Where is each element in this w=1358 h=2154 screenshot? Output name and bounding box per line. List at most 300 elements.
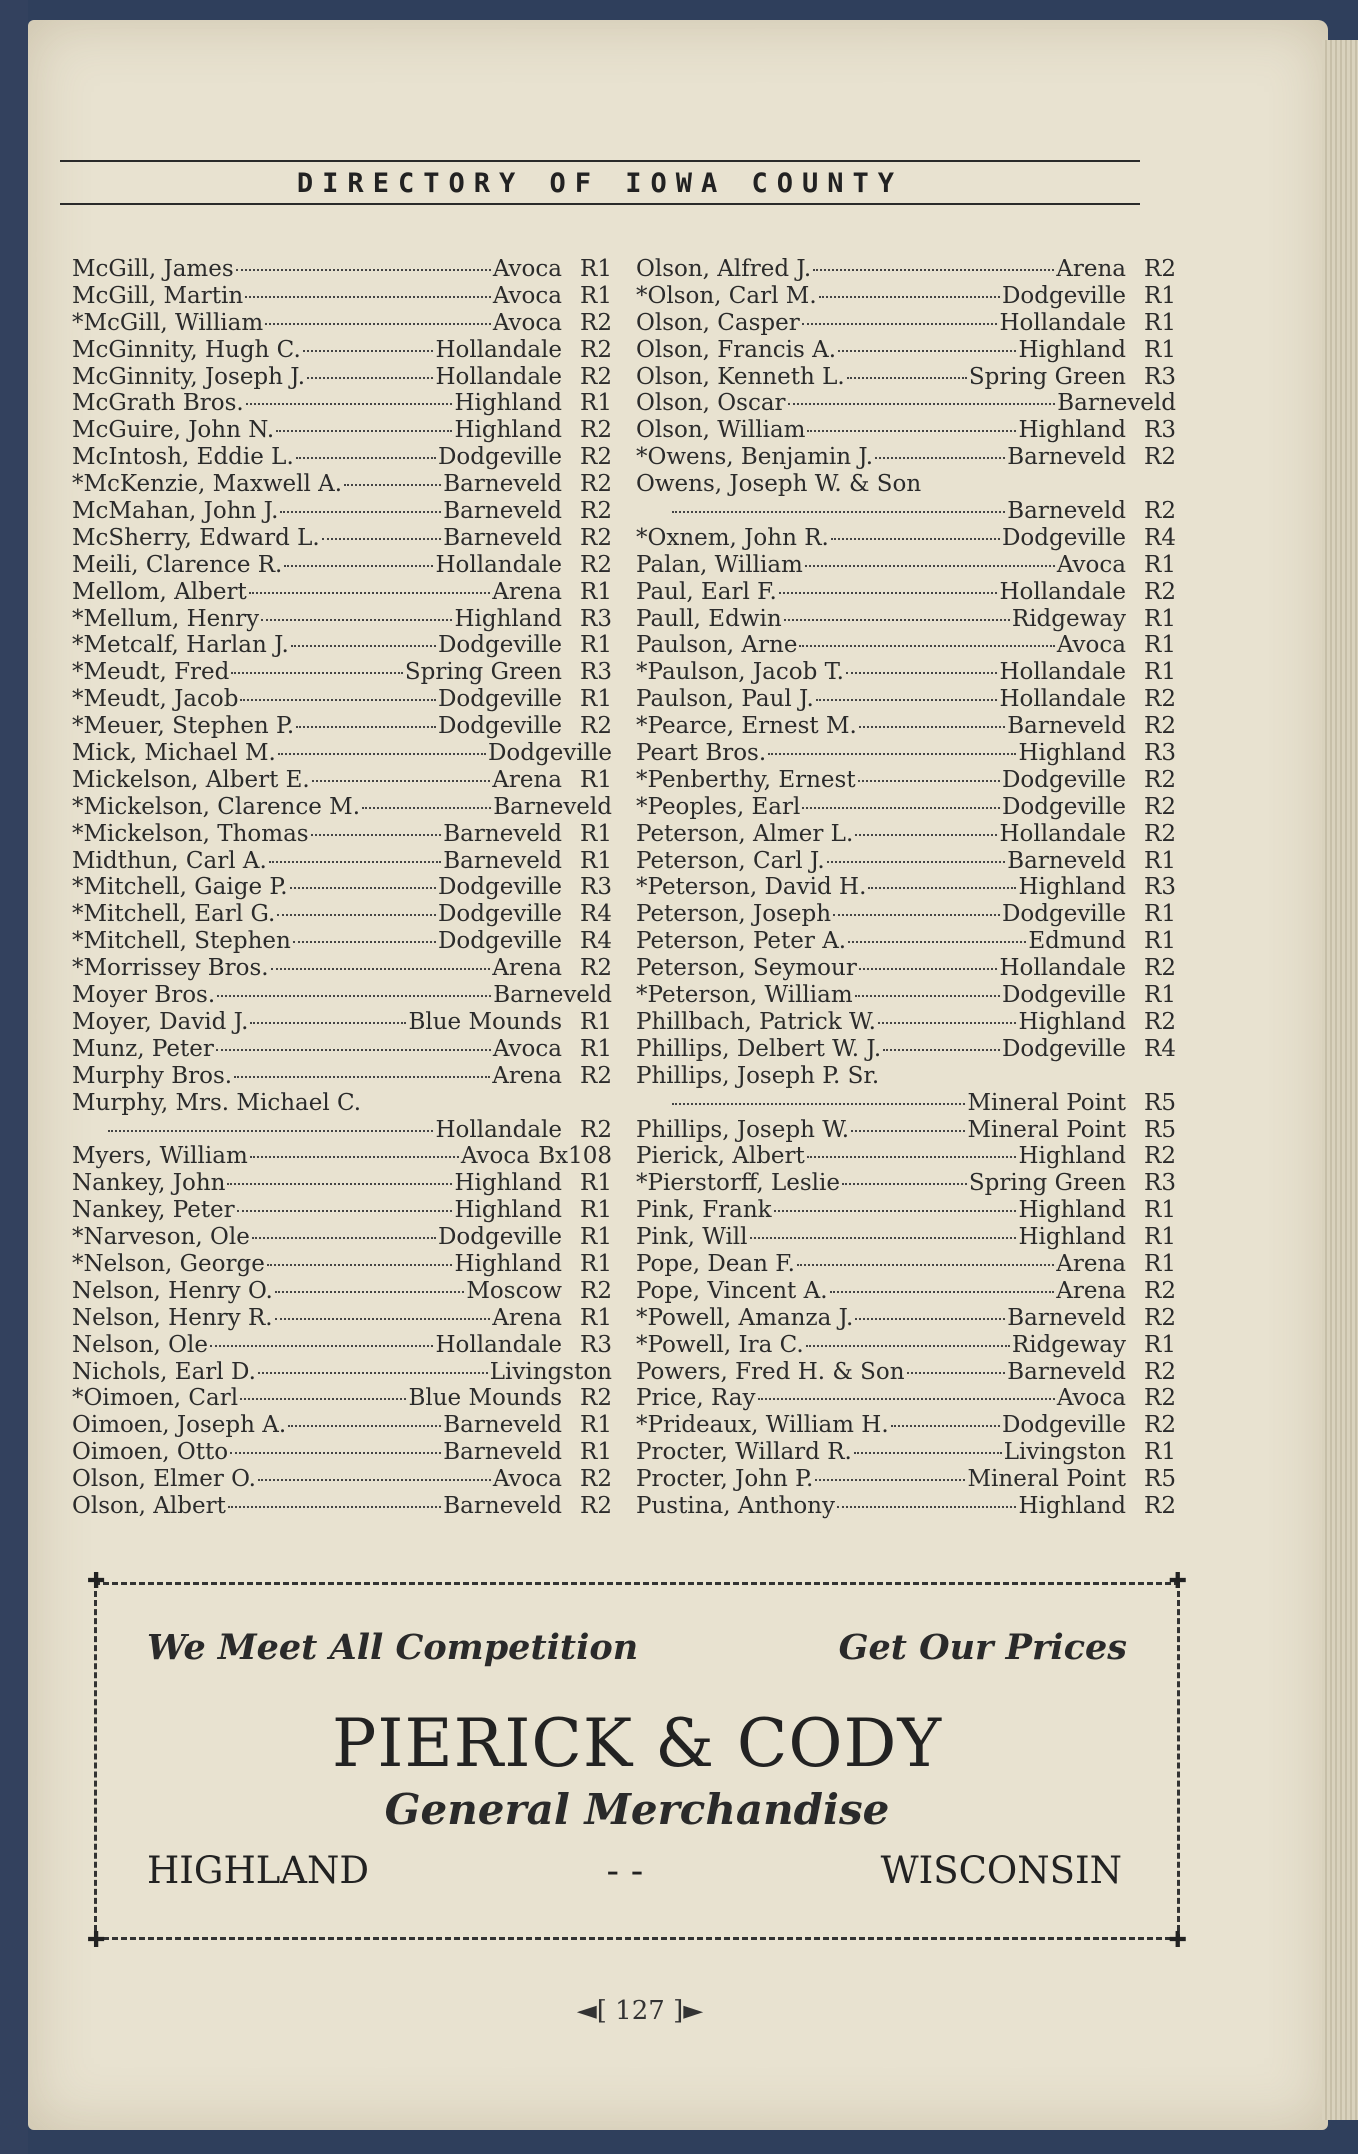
leader-dots	[312, 780, 491, 782]
leader-dots	[819, 296, 1000, 298]
leader-dots	[362, 807, 491, 809]
entry-place: Hollandale	[435, 336, 562, 363]
entry-place: Avoca	[492, 1466, 562, 1493]
entry-place: Avoca	[1056, 1385, 1126, 1412]
leader-dots	[269, 861, 441, 863]
entry-place: Arena	[1056, 256, 1126, 282]
entry-place: Highland	[1018, 1224, 1126, 1251]
leader-dots	[848, 941, 1026, 943]
entry-place: Arena	[492, 766, 562, 793]
leader-dots	[267, 1264, 453, 1266]
entry-route: R2	[580, 417, 612, 444]
ad-slogan-left: We Meet All Competition	[147, 1627, 639, 1668]
entry-place: Blue Mounds	[408, 1008, 562, 1035]
leader-dots	[250, 1156, 459, 1158]
entry-place: Mineral Point	[967, 1116, 1126, 1143]
leader-dots	[276, 430, 452, 432]
entry-place: Highland	[1018, 740, 1126, 767]
ornament-corner-icon: ✚	[1168, 1928, 1187, 1953]
entry-route: R2	[1144, 498, 1176, 525]
entry-place: Avoca	[492, 309, 562, 336]
directory-entry	[72, 632, 612, 659]
entry-place: Dodgeville	[1001, 982, 1126, 1009]
entry-place: Dodgeville	[437, 901, 562, 928]
entry-name: Munz, Peter	[72, 1035, 214, 1062]
entry-place: Barneveld	[1007, 713, 1126, 740]
leader-dots	[807, 1156, 1017, 1158]
entry-route: R1	[580, 1197, 612, 1224]
entry-name: McGill, Martin	[72, 282, 244, 309]
leader-dots	[774, 1210, 1017, 1212]
directory-entry	[72, 901, 612, 928]
entry-name: Peterson, Almer L.	[636, 820, 854, 847]
entry-place: Hollandale	[999, 309, 1126, 336]
leader-dots	[288, 1425, 441, 1427]
directory-entry	[636, 390, 1176, 417]
directory-entry	[72, 417, 612, 444]
leader-dots	[788, 403, 1056, 405]
right-column	[636, 256, 1176, 1520]
directory-entry	[72, 1466, 612, 1493]
entry-route: R2	[1144, 1304, 1176, 1331]
leader-dots	[805, 565, 1055, 567]
entry-name: *Mickelson, Clarence M.	[72, 793, 361, 820]
directory-entry	[72, 1439, 612, 1466]
entry-route: R1	[1144, 982, 1176, 1009]
entry-name: Procter, John P.	[636, 1466, 814, 1493]
directory-entry	[72, 659, 612, 686]
directory-entry	[72, 498, 612, 525]
leader-dots	[296, 726, 436, 728]
entry-place: Highland	[1018, 1492, 1126, 1519]
directory-entry	[636, 579, 1176, 606]
entry-route: R1	[1144, 632, 1176, 659]
entry-place: Avoca	[1056, 551, 1126, 578]
directory-entry	[636, 444, 1176, 471]
entry-place: Barneveld	[443, 524, 562, 551]
entry-place: Barneveld	[443, 1492, 562, 1519]
entry-route: R3	[1144, 874, 1176, 901]
entry-name: *Pearce, Ernest M.	[636, 713, 857, 740]
entry-route: R2	[580, 444, 612, 471]
leader-dots	[291, 645, 436, 647]
leader-dots	[859, 726, 1005, 728]
entry-name: Murphy, Mrs. Michael C.	[72, 1089, 362, 1116]
entry-route: R2	[580, 498, 612, 525]
entry-name: *Mickelson, Thomas	[72, 820, 309, 847]
leader-dots	[842, 1183, 967, 1185]
entry-name: Pierick, Albert	[636, 1143, 805, 1170]
entry-name: Phillips, Delbert W. J.	[636, 1035, 882, 1062]
leader-dots	[252, 1237, 436, 1239]
leader-dots	[275, 1291, 465, 1293]
directory-entry	[636, 525, 1176, 552]
entry-route: R1	[1144, 847, 1176, 874]
entry-place: Arena	[1056, 1250, 1126, 1277]
directory-entry	[72, 955, 612, 982]
entry-name: Peterson, Peter A.	[636, 928, 847, 955]
entry-place: Barneveld	[443, 1412, 562, 1439]
directory-entry	[636, 1063, 1176, 1090]
entry-name: Paulson, Paul J.	[636, 686, 814, 713]
directory-entry	[636, 1305, 1176, 1332]
entry-place: Edmund	[1028, 928, 1126, 955]
leader-dots	[750, 1237, 1017, 1239]
directory-entry	[636, 794, 1176, 821]
directory-entry	[72, 1493, 612, 1520]
leader-dots	[258, 1372, 488, 1374]
directory-entry	[72, 1305, 612, 1332]
entry-route: R2	[580, 955, 612, 982]
leader-dots	[322, 538, 442, 540]
leader-dots	[265, 323, 491, 325]
leader-dots	[837, 1506, 1016, 1508]
leader-dots	[234, 1076, 490, 1078]
directory-entry	[636, 740, 1176, 767]
directory-entry	[636, 1170, 1176, 1197]
directory-entry	[636, 928, 1176, 955]
entry-route: R4	[580, 928, 612, 955]
leader-dots	[228, 1506, 441, 1508]
leader-dots	[311, 834, 442, 836]
directory-entry	[72, 444, 612, 471]
directory-entry	[636, 713, 1176, 740]
entry-name: Paulson, Arne	[636, 632, 798, 659]
leader-dots	[855, 834, 997, 836]
leader-dots	[827, 861, 1006, 863]
leader-dots	[830, 1291, 1055, 1293]
entry-name: *Peoples, Earl	[636, 793, 801, 820]
entry-place: Dodgeville	[437, 928, 562, 955]
entry-place: Barneveld	[443, 471, 562, 498]
directory-entry	[72, 1009, 612, 1036]
entry-route: R2	[580, 363, 612, 390]
entry-name: Olson, Elmer O.	[72, 1466, 256, 1493]
header-rule-bottom	[60, 203, 1140, 205]
leader-dots	[799, 645, 1054, 647]
entry-route: R3	[1144, 417, 1176, 444]
directory-entry	[72, 1197, 612, 1224]
entry-name: Mickelson, Albert E.	[72, 766, 310, 793]
directory-entry	[636, 1036, 1176, 1063]
entry-route: R2	[580, 524, 612, 551]
entry-route: R1	[1144, 1331, 1176, 1358]
leader-dots	[108, 1130, 433, 1132]
entry-place: Dodgeville	[1001, 282, 1126, 309]
entry-name: Peterson, Joseph	[636, 901, 832, 928]
entry-route: R2	[1144, 820, 1176, 847]
entry-route: R1	[1144, 659, 1176, 686]
directory-entry	[636, 821, 1176, 848]
entry-place: Spring Green	[404, 659, 562, 686]
entry-name: *Oimoen, Carl	[72, 1385, 239, 1412]
entry-route: R2	[580, 471, 612, 498]
leader-dots	[797, 1264, 1054, 1266]
entry-route: R3	[580, 659, 612, 686]
entry-place: Arena	[492, 578, 562, 605]
entry-name: McIntosh, Eddie L.	[72, 444, 294, 471]
directory-entry	[72, 848, 612, 875]
entry-name: *Powell, Ira C.	[636, 1331, 804, 1358]
entry-name: Palan, William	[636, 551, 803, 578]
entry-place: Avoca	[492, 1035, 562, 1062]
directory-entry	[72, 552, 612, 579]
directory-entry	[636, 1090, 1176, 1117]
leader-dots	[875, 457, 1005, 459]
entry-route: R1	[1144, 1250, 1176, 1277]
entry-place: Barneveld	[1007, 444, 1126, 471]
entry-place: Dodgeville	[1001, 901, 1126, 928]
entry-place: Avoca	[460, 1143, 530, 1170]
entry-place: Barneveld	[443, 498, 562, 525]
entry-route: R1	[580, 820, 612, 847]
entry-name: Paul, Earl F.	[636, 578, 777, 605]
entry-name: Olson, William	[636, 417, 806, 444]
ornament-corner-icon: ✚	[1168, 1569, 1187, 1594]
ad-company-name: PIERICK & CODY	[331, 1705, 943, 1782]
entry-place: Highland	[1018, 336, 1126, 363]
entry-place: Highland	[1018, 1197, 1126, 1224]
directory-entry	[72, 686, 612, 713]
directory-entry	[636, 632, 1176, 659]
entry-name: *Peterson, David H.	[636, 874, 867, 901]
entry-place: Barneveld	[443, 820, 562, 847]
entry-place: Arena	[1056, 1277, 1126, 1304]
entry-place: Livingston	[1003, 1439, 1126, 1466]
entry-name: Phillbach, Patrick W.	[636, 1008, 876, 1035]
entry-route: R3	[580, 1331, 612, 1358]
leader-dots	[813, 269, 1054, 271]
leader-dots	[278, 753, 486, 755]
leader-dots	[891, 1425, 1000, 1427]
entry-name: Peterson, Seymour	[636, 955, 857, 982]
entry-place: Ridgeway	[1011, 1331, 1126, 1358]
leader-dots	[784, 619, 1010, 621]
directory-entry	[636, 955, 1176, 982]
entry-place: Dodgeville	[1001, 766, 1126, 793]
entry-name: Peart Bros.	[636, 740, 767, 767]
directory-entry	[72, 1385, 612, 1412]
entry-route: R2	[1144, 1358, 1176, 1385]
entry-place: Dodgeville	[437, 1224, 562, 1251]
left-column	[72, 256, 612, 1520]
entry-name: Oimoen, Joseph A.	[72, 1412, 287, 1439]
entry-place: Dodgeville	[437, 713, 562, 740]
entry-route: R2	[580, 309, 612, 336]
entry-name: Pustina, Anthony	[636, 1492, 835, 1519]
entry-place: Hollandale	[999, 955, 1126, 982]
directory-entry	[72, 1143, 612, 1170]
directory-entry	[72, 1278, 612, 1305]
entry-route: R2	[1144, 1492, 1176, 1519]
leader-dots	[907, 1372, 1006, 1374]
entry-place: Barneveld	[1007, 847, 1126, 874]
entry-route: R2	[580, 336, 612, 363]
entry-name: McGrath Bros.	[72, 390, 244, 417]
entry-place: Hollandale	[999, 578, 1126, 605]
directory-entry	[636, 1197, 1176, 1224]
page-edges	[1322, 40, 1358, 2120]
entry-route: R1	[1144, 551, 1176, 578]
entry-name: Pink, Will	[636, 1224, 748, 1251]
directory-entry	[636, 686, 1176, 713]
directory-entry	[636, 1143, 1176, 1170]
entry-place: Highland	[454, 417, 562, 444]
entry-name: Pink, Frank	[636, 1197, 772, 1224]
directory-entry	[72, 740, 612, 767]
directory-entry	[72, 310, 612, 337]
entry-route: R2	[580, 551, 612, 578]
entry-place: Dodgeville	[1001, 1035, 1126, 1062]
entry-place: Arena	[492, 1062, 562, 1089]
leader-dots	[210, 1345, 433, 1347]
leader-dots	[807, 430, 1016, 432]
entry-name: *Narveson, Ole	[72, 1224, 250, 1251]
directory-entry	[72, 525, 612, 552]
ad-business-type: General Merchandise	[384, 1785, 890, 1834]
entry-route: R5	[1144, 1089, 1176, 1116]
entry-name: McGuire, John N.	[72, 417, 275, 444]
entry-name: Price, Ray	[636, 1385, 756, 1412]
entry-place: Mineral Point	[967, 1466, 1126, 1493]
entry-route: R4	[1144, 524, 1176, 551]
entry-place: Highland	[454, 1250, 562, 1277]
directory-entry	[636, 1009, 1176, 1036]
entry-route: R2	[1144, 955, 1176, 982]
entry-route: R1	[580, 1170, 612, 1197]
entry-name: Pope, Vincent A.	[636, 1277, 828, 1304]
entry-place: Dodgeville	[437, 874, 562, 901]
entry-name: *McKenzie, Maxwell A.	[72, 471, 343, 498]
ornament-corner-icon: ✚	[87, 1928, 106, 1953]
entry-name: *Mitchell, Stephen	[72, 928, 291, 955]
entry-name: Peterson, Carl J.	[636, 847, 825, 874]
leader-dots	[230, 1452, 441, 1454]
entry-name: Murphy Bros.	[72, 1062, 233, 1089]
entry-name: *Oxnem, John R.	[636, 524, 829, 551]
leader-dots	[296, 457, 436, 459]
directory-entry	[636, 1117, 1176, 1144]
leader-dots	[344, 484, 441, 486]
entry-place: Highland	[1018, 1008, 1126, 1035]
leader-dots	[258, 1479, 491, 1481]
entry-route: R1	[580, 1035, 612, 1062]
directory-entry	[72, 1251, 612, 1278]
entry-name: *Peterson, William	[636, 982, 853, 1009]
directory-entry	[72, 821, 612, 848]
entry-route: R1	[580, 766, 612, 793]
entry-route: R1	[580, 1412, 612, 1439]
entry-name: Moyer Bros.	[72, 982, 216, 1009]
leader-dots	[815, 1479, 965, 1481]
directory-entry	[636, 848, 1176, 875]
leader-dots	[280, 511, 441, 513]
entry-name: Olson, Francis A.	[636, 336, 837, 363]
leader-dots	[858, 780, 1000, 782]
entry-name: Olson, Alfred J.	[636, 256, 812, 282]
entry-place: Barneveld	[493, 793, 612, 820]
entry-place: Hollandale	[435, 551, 562, 578]
page-number	[570, 1996, 710, 2026]
entry-route: R1	[580, 1008, 612, 1035]
directory-entry	[636, 283, 1176, 310]
entry-route: R2	[1144, 1277, 1176, 1304]
leader-dots	[261, 619, 452, 621]
entry-place: Dodgeville	[437, 444, 562, 471]
entry-place: Barneveld	[1007, 1358, 1126, 1385]
entry-route: R1	[580, 390, 612, 417]
entry-name: Nankey, John	[72, 1170, 226, 1197]
entry-place: Highland	[454, 390, 562, 417]
directory-entry	[636, 364, 1176, 391]
leader-dots	[838, 350, 1016, 352]
entry-place: Livingston	[489, 1358, 612, 1385]
leader-dots	[816, 699, 998, 701]
entry-route: R1	[1144, 336, 1176, 363]
entry-name: Nankey, Peter	[72, 1197, 235, 1224]
entry-name: *Owens, Benjamin J.	[636, 444, 874, 471]
directory-entry	[636, 1466, 1176, 1493]
entry-name: Myers, William	[72, 1143, 248, 1170]
entry-name: Powers, Fred H. & Son	[636, 1358, 905, 1385]
leader-dots	[284, 565, 433, 567]
ad-state: WISCONSIN	[880, 1849, 1122, 1892]
directory-entry	[72, 1117, 612, 1144]
entry-route: R2	[1144, 578, 1176, 605]
entry-place: Dodgeville	[1001, 793, 1126, 820]
entry-place: Avoca	[492, 282, 562, 309]
directory-entry	[636, 1412, 1176, 1439]
entry-place: Highland	[1018, 874, 1126, 901]
entry-name: Nelson, Henry O.	[72, 1277, 273, 1304]
leader-dots	[883, 1049, 1000, 1051]
leader-dots	[277, 914, 436, 916]
directory-entry	[636, 901, 1176, 928]
page-number-value: 127	[615, 1996, 665, 2026]
leader-dots	[672, 511, 1005, 513]
entry-route: R1	[1144, 1439, 1176, 1466]
directory-entry	[72, 713, 612, 740]
entry-route: R2	[580, 1385, 612, 1412]
entry-route: R5	[1144, 1116, 1176, 1143]
entry-name: Paull, Edwin	[636, 605, 782, 632]
entry-name: Moyer, David J.	[72, 1008, 249, 1035]
entry-place: Hollandale	[435, 1116, 562, 1143]
entry-place: Barneveld	[1007, 1304, 1126, 1331]
entry-route: R2	[1144, 713, 1176, 740]
entry-name: *Olson, Carl M.	[636, 282, 817, 309]
entry-name: *Powell, Amanza J.	[636, 1304, 854, 1331]
page-number-ornament-left: ◄[	[576, 1996, 607, 2026]
entry-route: R3	[1144, 1170, 1176, 1197]
directory-entry	[72, 1332, 612, 1359]
directory-entry	[636, 606, 1176, 633]
entry-route: R2	[580, 1062, 612, 1089]
entry-route: R4	[580, 901, 612, 928]
leader-dots	[275, 1318, 491, 1320]
directory-entry	[636, 1493, 1176, 1520]
directory-entry	[72, 364, 612, 391]
entry-route: R1	[580, 1304, 612, 1331]
entry-route: R1	[580, 1439, 612, 1466]
entry-route: R2	[1144, 1143, 1176, 1170]
directory-entry	[636, 310, 1176, 337]
entry-place: Hollandale	[999, 686, 1126, 713]
entry-place: Hollandale	[999, 820, 1126, 847]
entry-name: Mellom, Albert	[72, 578, 247, 605]
entry-place: Spring Green	[968, 1170, 1126, 1197]
entry-route: R1	[580, 282, 612, 309]
